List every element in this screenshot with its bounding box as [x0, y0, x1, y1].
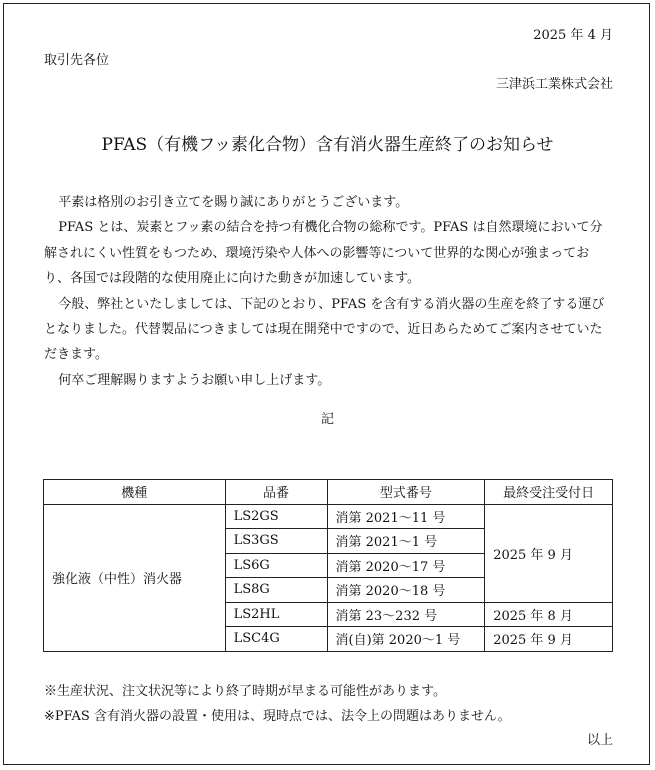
page-title: PFAS（有機フッ素化合物）含有消火器生産終了のお知らせ — [101, 135, 554, 155]
approval-number-cell: 消第 2021～1 号 — [327, 529, 485, 554]
table-header-row — [44, 480, 613, 505]
notice-date: 2025 年 4 月 — [533, 28, 613, 43]
deadline-cell: 2025 年 8 月 — [485, 602, 613, 627]
closing-mark: 以上 — [586, 733, 613, 748]
note: ※PFAS 含有消火器の設置・使用は、現時点では、法令上の問題はありません。 — [44, 709, 511, 724]
part-number-cell: LS8G — [225, 578, 327, 603]
table-row — [44, 504, 613, 529]
part-number-cell: LS2HL — [225, 602, 327, 627]
note: ※生産状況、注文状況等により終了時期が早まる可能性があります。 — [44, 684, 446, 699]
approval-number-cell: 消第 2020～17 号 — [327, 553, 485, 578]
part-number-cell: LS2GS — [225, 504, 327, 529]
header-approval-number: 型式番号 — [327, 480, 485, 505]
approval-number-cell: 消第 2020～18 号 — [327, 578, 485, 603]
approval-number-cell: 消第 2021～11 号 — [327, 504, 485, 529]
recipient: 取引先各位 — [44, 53, 110, 68]
paragraph: 平素は格別のお引き立てを賜り誠にありがとうございます。 — [58, 195, 409, 210]
paragraph: PFAS とは、炭素とフッ素の結合を持つ有機化合物の総称です。PFAS は自然環境において分解されにくい性質をもつため、環境汚染や人体への影響等について世界的な関心が強まっており、各国では段階的な使用廃止に向けた動きが加速しています。 — [44, 220, 603, 287]
deadline-cell: 2025 年 9 月 — [485, 504, 613, 602]
ki-heading: 記 — [320, 412, 334, 427]
header-part-number: 品番 — [225, 480, 327, 505]
deadline-cell: 2025 年 9 月 — [485, 627, 613, 652]
header-last-order-date: 最終受注受付日 — [485, 480, 613, 505]
model-type-cell: 強化液（中性）消火器 — [44, 504, 226, 651]
company-name: 三津浜工業株式会社 — [495, 77, 613, 92]
part-number-cell: LS6G — [225, 553, 327, 578]
part-number-cell: LSC4G — [225, 627, 327, 652]
approval-number-cell: 消第 23～232 号 — [327, 602, 485, 627]
product-table — [43, 479, 613, 652]
paragraph: 今般、弊社といたしましては、下記のとおり、PFAS を含有する消火器の生産を終了する運びとなりました。代替製品につきましては現在開発中ですので、近日あらためてご案内させていただきます。 — [44, 296, 605, 363]
paragraph: 何卒ご理解賜りますようお願い申し上げます。 — [58, 372, 331, 388]
approval-number-cell: 消(自)第 2020～1 号 — [327, 627, 485, 652]
header-model: 機種 — [44, 480, 226, 505]
body-text — [44, 190, 614, 393]
part-number-cell: LS3GS — [225, 529, 327, 554]
